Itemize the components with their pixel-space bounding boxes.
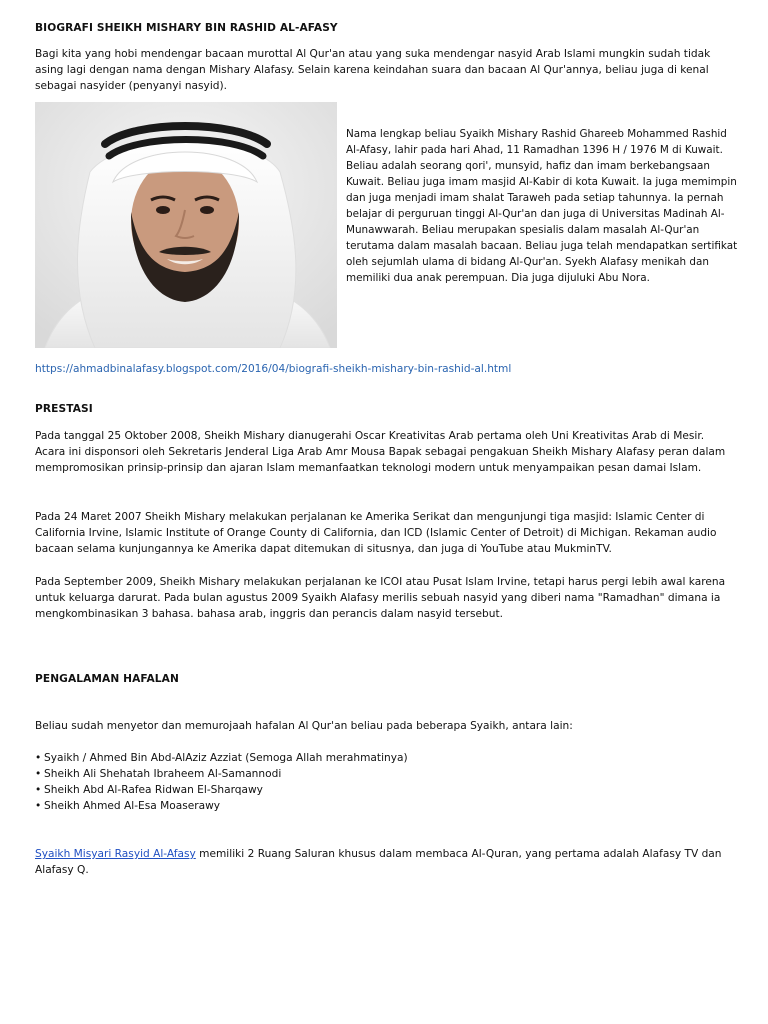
list-item [35, 798, 735, 814]
bullet-icon: • [35, 752, 42, 764]
teacher-name: Syaikh / Ahmed Bin Abd-AlAziz Azziat (Semoga Allah merahmatinya) [44, 752, 408, 764]
list-item [35, 766, 735, 782]
bio-paragraph: Nama lengkap beliau Syaikh Mishary Rashid Ghareeb Mohammed Rashid Al-Afasy, lahir pada hari Ahad, 11 Ramadhan 1396 H / 1976 M di Kuwait. Beliau adalah seorang qori', munsyid, hafiz dan imam berkebangsaan Kuwait. Beliau juga imam masjid Al-Kabir di kota Kuwait. Ia juga memimpin dan juga menjadi imam shalat Taraweh pada setiap tahunnya. Ia pernah belajar di perguruan tinggi Al-Qur'an dan juga di Universitas Madinah Al-Munawwarah. Beliau merupakan spesialis dalam masalah Al-Qur'an terutama dalam masalah bacaan. Beliau juga telah mendapatkan sertifikat oleh sejumlah ulama di bidang Al-Qur'an. Syekh Alafasy menikah dan memiliki dua anak perempuan. Dia juga dijuluki Abu Nora. [346, 128, 738, 284]
closing-paragraph [35, 846, 735, 878]
prestasi-paragraph-1: Pada tanggal 25 Oktober 2008, Sheikh Mishary dianugerahi Oscar Kreativitas Arab pertama oleh Uni Kreativitas Arab di Mesir. Acara ini disponsori oleh Sekretaris Jenderal Liga Arab Amr Mousa Bapak sebagai pengakuan Sheikh Mishary Alafasy peran dalam mempromosikan prinsip-prinsip dan ajaran Islam memanfaatkan teknologi modern untuk menyampaikan pesan damai Islam. [35, 430, 726, 474]
intro-paragraph: Bagi kita yang hobi mendengar bacaan murottal Al Qur'an atau yang suka mendengar nasyid Arab Islami mungkin sudah tidak asing lagi dengan nama dengan Mishary Alafasy. Selain karena keindahan suara dan bacaan Al Qur'annya, beliau juga di kenal sebagai nasyider (penyanyi nasyid). [35, 48, 711, 92]
bio-section [35, 102, 738, 348]
closing-text: memiliki 2 Ruang Saluran khusus dalam membaca Al-Quran, yang pertama adalah Alafasy TV dan Alafasy Q. [35, 848, 722, 876]
list-item [35, 750, 735, 766]
list-item [35, 782, 735, 798]
portrait-illustration [35, 102, 337, 348]
bullet-icon: • [35, 800, 42, 812]
hafalan-intro: Beliau sudah menyetor dan memurojaah hafalan Al Qur'an beliau pada beberapa Syaikh, antara lain: [35, 720, 573, 732]
document-page [35, 22, 738, 878]
teacher-list [35, 750, 735, 814]
bullet-icon: • [35, 784, 42, 796]
bullet-icon: • [35, 768, 42, 780]
teacher-name: Sheikh Abd Al-Rafea Ridwan El-Sharqawy [44, 784, 263, 796]
hafalan-heading: PENGALAMAN HAFALAN [35, 673, 179, 685]
source-link[interactable]: https://ahmadbinalafasy.blogspot.com/2016/04/biografi-sheikh-mishary-bin-rashid-al.html [35, 363, 512, 375]
teacher-name: Sheikh Ali Shehatah Ibraheem Al-Samannodi [44, 768, 282, 780]
prestasi-heading: PRESTASI [35, 403, 93, 415]
teacher-name: Sheikh Ahmed Al-Esa Moaserawy [44, 800, 221, 812]
profile-link[interactable]: Syaikh Misyari Rasyid Al-Afasy [35, 848, 196, 860]
prestasi-paragraph-3: Pada September 2009, Sheikh Mishary melakukan perjalanan ke ICOI atau Pusat Islam Irvine, tetapi harus pergi lebih awal karena untuk keluarga darurat. Pada bulan agustus 2009 Syaikh Alafasy merilis sebuah nasyid yang diberi nama "Ramadhan" dimana ia mengkombinasikan 3 bahasa. bahasa arab, inggris dan perancis dalam nasyid tersebut. [35, 576, 726, 620]
document-title: BIOGRAFI SHEIKH MISHARY BIN RASHID AL-AFASY [35, 22, 338, 34]
portrait-photo [35, 102, 337, 348]
prestasi-paragraph-2: Pada 24 Maret 2007 Sheikh Mishary melakukan perjalanan ke Amerika Serikat dan mengunjungi tiga masjid: Islamic Center di California Irvine, Islamic Institute of Orange County di California, dan ICD (Islamic Center of Detroit) di Michigan. Rekaman audio bacaan selama kunjungannya ke Amerika dapat ditemukan di situsnya, dan juga di YouTube atau MukminTV. [35, 511, 717, 555]
